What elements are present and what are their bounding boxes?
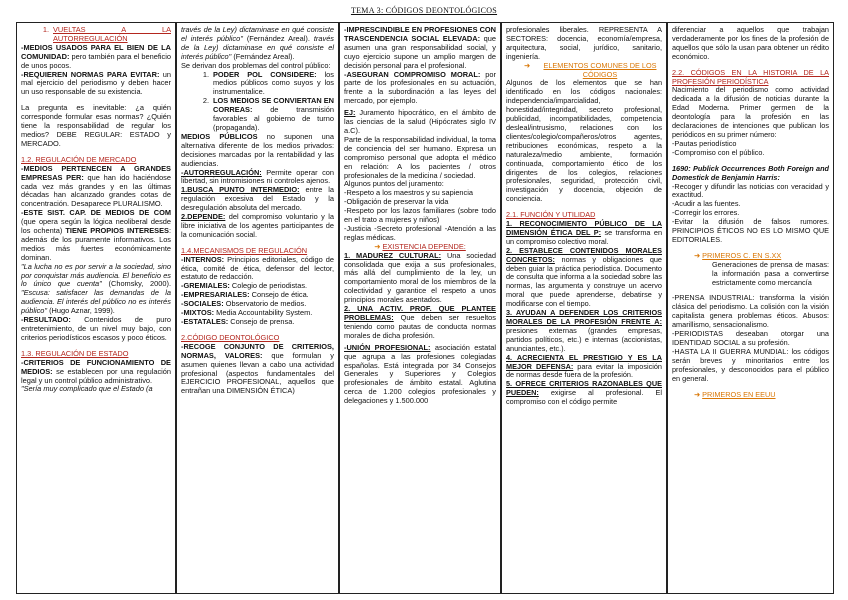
arrow-right-icon: ➜ — [524, 60, 531, 70]
section-heading: 1.4.MECANISMOS DE REGULACIÓN — [181, 245, 308, 255]
paragraph: -IMPRESCINDIBLE EN PROFESIONES CON TRASCENDENCIA SOCIAL ELEVADA: que asumen una gran responsabilidad social, y cuyo ejercicio supone un amplio margen de decisión personal para el profesional. — [344, 25, 496, 70]
paragraph: 2. ESTABLECE CONTENIDOS MORALES CONCRETOS: normas y obligaciones que deben guiar la práctica periodística. Documento de consulta que informa a la sociedad sobre las normas, las argumenta y construye un acervo moral que puede aprenderse, debatirse y modificarse con el tiempo. — [506, 245, 662, 309]
list-item: -Respeto por los lazos familiares (sobre todo en el trato a mujeres y niños) — [344, 206, 496, 225]
paragraph: -ESTATALES: Consejo de prensa. — [181, 317, 295, 326]
paragraph: 5. OFRECE CRITERIOS RAZONABLES QUE PUEDEN: exigirse al profesional. El compromiso con el código permite — [506, 379, 662, 407]
paragraph: -EMPRESARIALES: Consejo de ética. — [181, 290, 309, 300]
paragraph: 4. ACRECIENTA EL PRESTIGIO Y ES LA MEJOR DEFENSA: para evitar la imposición de normas desde fuera de la profesión. — [506, 352, 662, 380]
paragraph: -PRENSA INDUSTRIAL: transforma la visión clásica del periodismo. La colisión con la visión capitalista genera problemas éticos. Abusos: amarillismo, sensacionalismo. — [672, 293, 829, 330]
paragraph: -PERIODISTAS deseaban otorgar una IDENTIDAD SOCIAL a su profesión. — [672, 329, 829, 347]
paragraph: Parte de la responsabilidad individual, la toma de conciencia del ser humano. Expresa un compromiso personal que adopta el médico en relación: A los pacientes / otros profesionales de la medicina / sociedad. — [344, 134, 496, 180]
page-title: TEMA 3: CÓDIGOS DEONTOLÓGICOS — [350, 6, 498, 15]
paragraph: -RECOGE CONJUNTO DE CRITERIOS, NORMAS, VALORES: que formulan y asumen quienes llevan a cabo una actividad profesional (aspectos fundamentales del EJERCICIO PROFESIONAL, aquellos que entrañan una DIMENSIÓN ÉTICA) — [181, 341, 334, 396]
paragraph: 2. UNA ACTIV. PROF. QUE PLANTEE PROBLEMAS: Que deben ser resueltos teniendo como pautas de conducta normas morales de dicha profesión. — [344, 304, 496, 340]
paragraph: diferenciar a aquellos que trabajan verdaderamente por los fines de la profesión de aquellos que sólo la usan para obtener un rédito económico. — [672, 25, 829, 61]
paragraph: -MEDIOS PERTENECEN A GRANDES EMPRESAS PER: que han ido haciéndose cada vez más grandes y en las últimas décadas han alcanzado grandes cotas de concentración. Desaparece PLURALISMO. — [21, 163, 171, 209]
column-4 — [501, 22, 667, 594]
section-number: 1. — [42, 25, 49, 34]
arrow-right-icon: ➜ — [694, 250, 703, 260]
paragraph: Generaciones de prensa de masas: la información pasa a convertirse estrictamente como mercancía — [712, 259, 829, 287]
list-item: -Compromiso con el público. — [672, 147, 765, 157]
section-heading: ➜ PRIMEROS C. EN S.XX — [694, 250, 782, 260]
paragraph: -GREMIALES: Colegio de periodistas. — [181, 281, 308, 291]
list-item: -Respeto a los maestros y su sapiencia — [344, 188, 473, 198]
paragraph: Algunos puntos del juramento: — [344, 179, 444, 189]
list-item: -Obligación de preservar la vida — [344, 197, 449, 207]
paragraph: -REQUIEREN NORMAS PARA EVITAR: un mal ejercicio del periodismo y deben hacer un uso responsable de su existencia. — [21, 69, 171, 97]
list-item: -Pautas periodístico — [672, 138, 737, 148]
quote: "La lucha no es por servir a la sociedad, sino por conquistar más audiencia. El beneficio es lo único que cuenta" (Chomsky, 2000). "Escusa: satisfacer las demandas de la audiencia. El interés del público no es interés público" (Hugo Aznar, 1999). — [21, 261, 171, 316]
list-item: 1. PODER POL CONSIDERE: los medios públicos como suyos y los instrumentalice. — [202, 69, 334, 97]
quote: través de la Ley) dictaminase en qué consiste el interés público" (Fernández Areal). través de la Ley) dictaminase en qué consiste el interés público" (Fernández Areal). — [181, 25, 335, 61]
section-heading: 1.3. REGULACIÓN DE ESTADO — [21, 348, 129, 358]
section-heading: ➜ EXISTENCIA DEPENDE: — [374, 241, 466, 251]
arrow-right-icon: ➜ — [694, 389, 703, 399]
paragraph: -INTERNOS: Principios editoriales, código de ética, comité de ética, defensor del lector, estatuto de redacción. — [181, 254, 334, 282]
section-heading: 2.1. FUNCIÓN Y UTILIDAD — [506, 210, 596, 220]
column-2 — [176, 22, 339, 594]
list-item: 2. LOS MEDIOS SE CONVIERTAN EN CORREAS: de transmisión favorables al gobierno de turno (propaganda). — [202, 96, 334, 132]
paragraph: -MEDIOS USADOS PARA EL BIEN DE LA COMUNIDAD: pero también para el beneficio de unos pocos. — [21, 42, 171, 70]
list-item: -Corregir los errores. — [672, 208, 740, 218]
paragraph: 1. MADUREZ CULTURAL: Una sociedad consolidada que exija a sus profesionales, más allá del cumplimiento de la ley, un comportamiento moral de los miembros de la colectividad y garantice el respeto a unos principios morales asentados. — [344, 250, 496, 305]
section-heading: ➜ PRIMEROS EN EEUU — [694, 389, 776, 399]
paragraph: -ASEGURAN COMPROMISO MORAL: por parte de los profesionales en su actuación, frente a la subordinación a las leyes del mercado, por ejemplo. — [344, 69, 496, 106]
column-3 — [339, 22, 501, 594]
paragraph: Algunos de los elementos que se han identificado en los códigos nacionales: independencia/imparcialidad, honestidad/integridad, secreto profesional, publicidad, incompatibilidades, competencia desleal/intrusismo, relaciones con los clientes/colegio/compañeros/otros agentes, retribuciones económicas, respeto a la naturaleza/medio ambiente, formación continuada, comportamiento ético de los dirigentes de los colegios, relaciones profesionales, seguridad, protección civil, investigación y docencia, objeción de conciencia. — [506, 78, 662, 204]
paragraph: -SOCIALES: Observatorio de medios. — [181, 299, 307, 309]
paragraph: La pregunta es inevitable: ¿a quién corresponde formular esas normas? ¿Quién tiene la responsabilidad de regular los medios? DEBE REGULAR: ESTADO y MERCADO. — [21, 103, 171, 148]
column-1 — [16, 22, 176, 594]
paragraph: -UNIÓN PROFESIONAL: asociación estatal que agrupa a las profesiones colegiadas españolas. Está integrada por 34 Consejos Generales y Superiores y Colegios profesionales de ámbito estatal. Aglutina cerca de 1.200 colegios profesionales y delegaciones y 1.500.000 — [344, 342, 496, 406]
paragraph: -MIXTOS: Media Accountability System. — [181, 308, 313, 318]
list-item: -Justicia -Secreto profesional -Atención a las reglas médicas. — [344, 223, 496, 242]
section-heading: 1.2. REGULACIÓN DE MERCADO — [21, 154, 137, 164]
section-heading-1 — [21, 26, 171, 44]
column-5 — [667, 22, 834, 594]
paragraph: -AUTORREGULACIÓN: Permite operar con libertad, sin intromisiones ni controles ajenos. — [181, 167, 334, 186]
paragraph: MEDIOS PÚBLICOS no suponen una alternativa diferente de los medios privados: decisiones marcadas por la rentabilidad y las audiencias. — [181, 131, 334, 168]
paragraph: -ESTE SIST. CAP. DE MEDIOS DE COM (que opera según la lógica neoliberal desde los ochenta) TIENE PROPIOS INTERESES: además de los puramente informativos. Los medios más fuertes económicamente dominan. — [21, 208, 171, 262]
paragraph: 1.BUSCA PUNTO INTERMEDIO: entre la regulación excesiva del Estado y la desregulación absoluta del mercado. — [181, 185, 334, 213]
paragraph: -RESULTADO: Contenidos de puro entretenimiento, de un nivel muy bajo, con criterios periodísticos escasos y poco éticos. — [21, 315, 171, 342]
quote: "Sería muy complicado que el Estado (a — [21, 384, 153, 394]
paragraph: Nacimiento del periodismo como actividad dedicada a la difusión de noticias durante la Edad Moderna. Primer germen de la deontología para la profesión en las declaraciones de intenciones que publican los periódicos en su primer número: — [672, 85, 829, 139]
section-title: VUELTAS A LA AUTORREGULACIÓN — [53, 25, 171, 43]
section-heading: 2.CÓDIGO DEONTOLÓGICO — [181, 332, 280, 342]
paragraph: -HASTA LA II GUERRA MUNDIAL: los códigos serán breves y minoritarios entre los profesionales, y desconocidos para el público en general. — [672, 346, 829, 383]
paragraph: 2.DEPENDE: del compromiso voluntario y la libre iniciativa de los agentes participantes de la comunicación social. — [181, 212, 334, 239]
paragraph: 3. AYUDAN A DEFENDER LOS CRITERIOS MORALES DE LA PROFESIÓN FRENTE A: presiones externas (grandes empresas, partidos políticos, etc.) e internas (accionistas, anunciantes, etc.). — [506, 308, 662, 353]
paragraph: -CRITERIOS DE FUNCIONAMIENTO DE MEDIOS: se establecen por una regulación legal y un control público administrativo. — [21, 357, 171, 385]
section-heading: ➜ ELEMENTOS COMUNES DE LOS CÓDIGOS — [524, 60, 657, 79]
paragraph: 1. RECONOCIMIENTO PÚBLICO DE LA DIMENSIÓN ÉTICA DEL P: se transforma en un compromiso colectivo moral. — [506, 219, 662, 246]
arrow-right-icon: ➜ — [374, 241, 383, 251]
paragraph: Se derivan dos problemas del control público: — [181, 60, 331, 70]
list-item: -Evitar la difusión de falsos rumores. PRINCIPIOS ÉTICOS NO ES LO MISMO QUE EDITORIALES. — [672, 217, 829, 244]
list-item: -Acudir a las fuentes. — [672, 199, 741, 209]
paragraph: profesionales liberales. REPRESENTA A SECTORES: docencia, economía/empresa, arquitectura, social, jurídico, sanitario, ingeniería. — [506, 25, 662, 61]
section-heading: 2.2. CÓDIGOS EN LA HISTORIA DE LA PROFESIÓN PERIODÍSTICA — [672, 67, 829, 86]
list-item: -Recoger y difundir las noticias con veracidad y exactitud. — [672, 181, 829, 200]
paragraph: EJ: Juramento hipocrático, en el ámbito de las ciencias de la salud (Hipócrates siglo IV a.C). — [344, 108, 496, 135]
paragraph-heading: 1690: Publick Occurrences Both Foreign and Domestick de Benjamin Harris: — [672, 163, 829, 182]
